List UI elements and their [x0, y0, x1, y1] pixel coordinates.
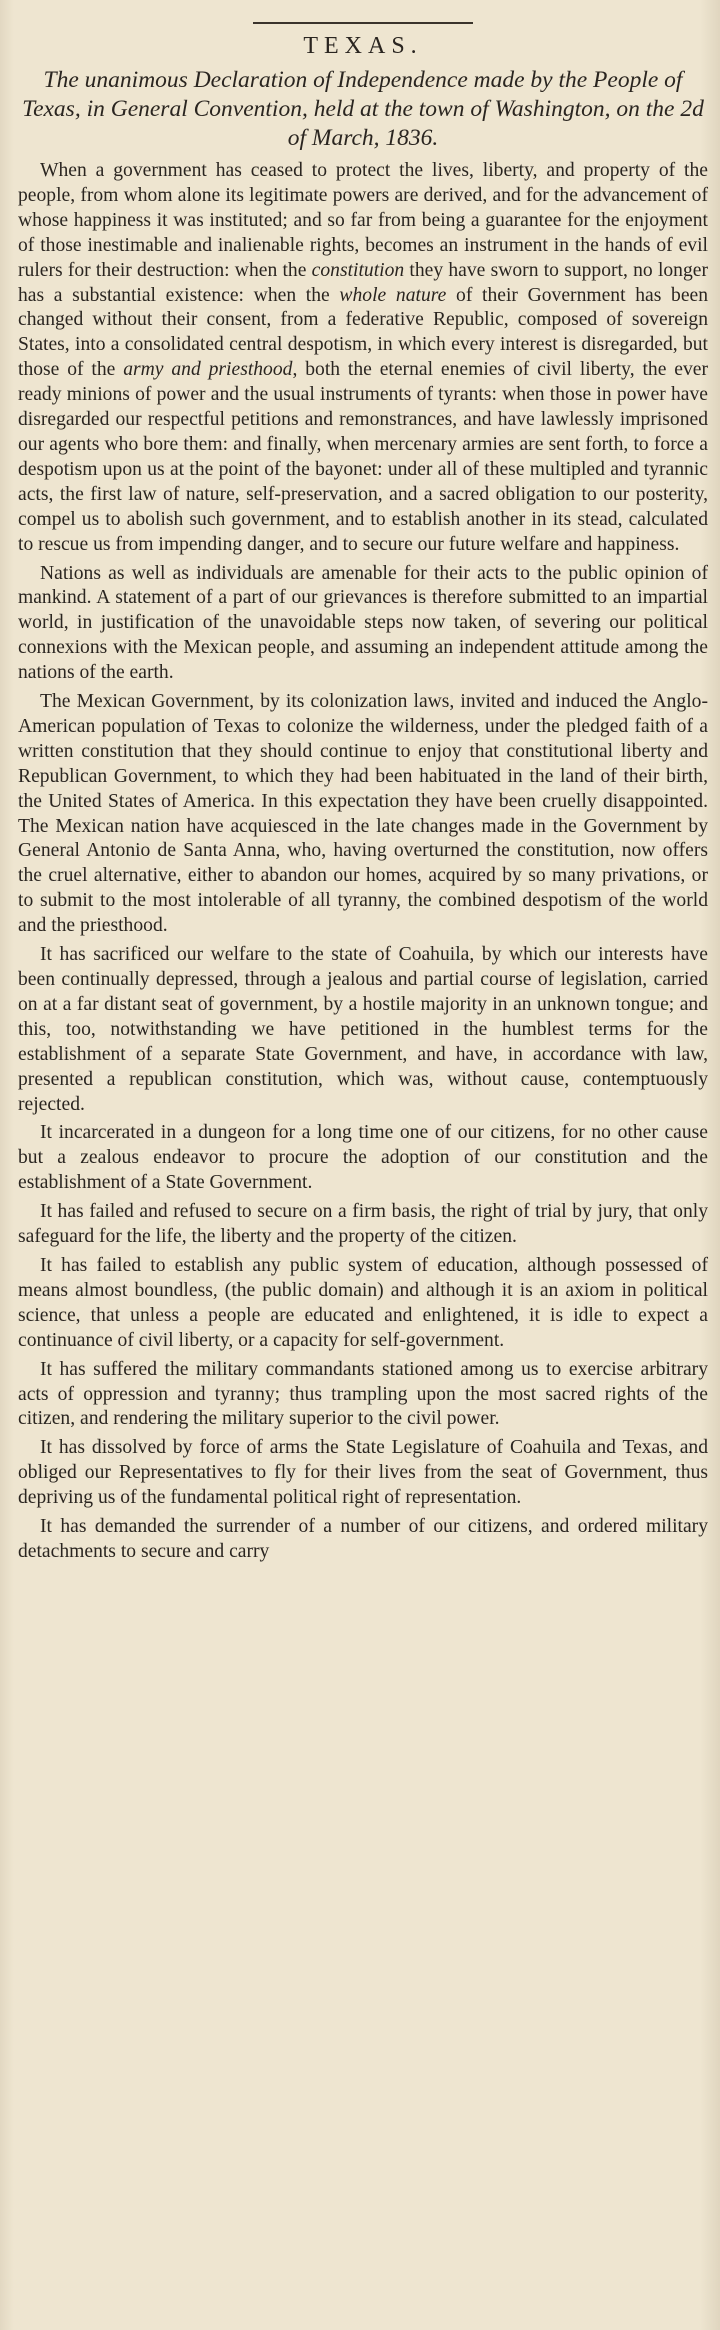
- article-column: [18, 22, 708, 1565]
- emphasis-army-priesthood: army and priesthood: [123, 359, 293, 381]
- emphasis-whole-nature: whole nature: [339, 284, 447, 306]
- paragraph-2: Nations as well as individuals are amenable for their acts to the public opinion of mankind. A statement of a part of our grievances is therefore submitted to an impartial world, in justification of the unavoidable steps now taken, of severing our political connexions with the Mexican people, and assuming an independent attitude among the nations of the earth.: [18, 562, 708, 684]
- paragraph-1-part-d: , both the eternal enemies of civil liberty, the ever ready minions of power and the usual instruments of tyrants: when those in power have disregarded our respectful petitions and remonstrances, and have lawlessly imprisoned our agents who bore them: and finally, when mercenary armies are sent forth, to force a despotism upon us at the point of the bayonet: under all of these multipled and tyrannic acts, the first law of nature, self-preservation, and a sacred obligation to our posterity, compel us to abolish such government, and to establish another in its stead, calculated to rescue us from impending danger, and to secure our future welfare and happiness.: [18, 359, 708, 555]
- top-rule: [253, 22, 473, 24]
- paragraph-4: It has sacrificed our welfare to the state of Coahuila, by which our interests have been continually depressed, through a jealous and partial course of legislation, carried on at a far distant seat of government, by a hostile majority in an unknown tongue; and this, too, notwithstanding we have petitioned in the humblest terms for the establishment of a separate State Government, and have, in accordance with law, presented a republican constitution, which was, without cause, contemptuously rejected.: [18, 944, 708, 1115]
- emphasis-constitution: constitution: [311, 259, 405, 281]
- paragraph-1-part-c: of their Government has been changed without their consent, from a federative Republic, composed of sovereign States, into a consolidated central despotism, in which every interest is disregarded, but those of the: [18, 284, 709, 381]
- section-heading: TEXAS.: [303, 33, 423, 59]
- paragraph-9: It has dissolved by force of arms the State Legislature of Coahuila and Texas, and obliged our Representatives to fly for their lives from the seat of Government, thus depriving us of the fundamental political right of representation.: [18, 1437, 708, 1509]
- paragraph-10: It has demanded the surrender of a number of our citizens, and ordered military detachments to secure and carry: [18, 1516, 708, 1562]
- paragraph-1-part-b: they have sworn to support, no longer has a substantial existence: when the: [18, 259, 709, 306]
- paragraph-7: It has failed to establish any public system of education, although possessed of means almost boundless, (the public domain) and although it is an axiom in political science, that unless a people are educated and enlightened, it is idle to expect a continuance of civil liberty, or a capacity for self-government.: [18, 1254, 708, 1351]
- paragraph-1-part-a: When a government has ceased to protect the lives, liberty, and property of the people, from whom alone its legitimate powers are derived, and for the advancement of whose happiness it was instituted; and so far from being a guarantee for the enjoyment of those inestimable and inalienable rights, becomes an instrument in the hands of evil rulers for their destruction: when the: [18, 160, 708, 281]
- paragraph-6: It has failed and refused to secure on a firm basis, the right of trial by jury, that only safeguard for the life, the liberty and the property of the citizen.: [18, 1201, 708, 1248]
- paragraph-5: It incarcerated in a dungeon for a long time one of our citizens, for no other cause but a zealous endeavor to procure the adoption of our constitution and the establishment of a State Government.: [18, 1122, 708, 1194]
- paragraph-8: It has suffered the military commandants stationed among us to exercise arbitrary acts of oppression and tyranny; thus trampling upon the most sacred rights of the citizen, and rendering the military superior to the civil power.: [18, 1358, 708, 1430]
- paragraph-3: The Mexican Government, by its colonization laws, invited and induced the Anglo-American population of Texas to colonize the wilderness, under the pledged faith of a written constitution that they should continue to enjoy that constitutional liberty and Republican Government, to which they had been habituated in the land of their birth, the United States of America. In this expectation they have been cruelly disappointed. The Mexican nation have acquiesced in the late changes made in the Government by General Antonio de Santa Anna, who, having overturned the constitution, now offers the cruel alternative, either to abandon our homes, acquired by so many privations, or to submit to the most intolerable of all tyranny, the combined despotism of the world and the priesthood.: [18, 691, 708, 937]
- paragraph-1: [18, 159, 708, 558]
- article-title: The unanimous Declaration of Independence made by the People of Texas, in General Convention, held at the town of Washington, on the 2d of March, 1836.: [22, 67, 704, 151]
